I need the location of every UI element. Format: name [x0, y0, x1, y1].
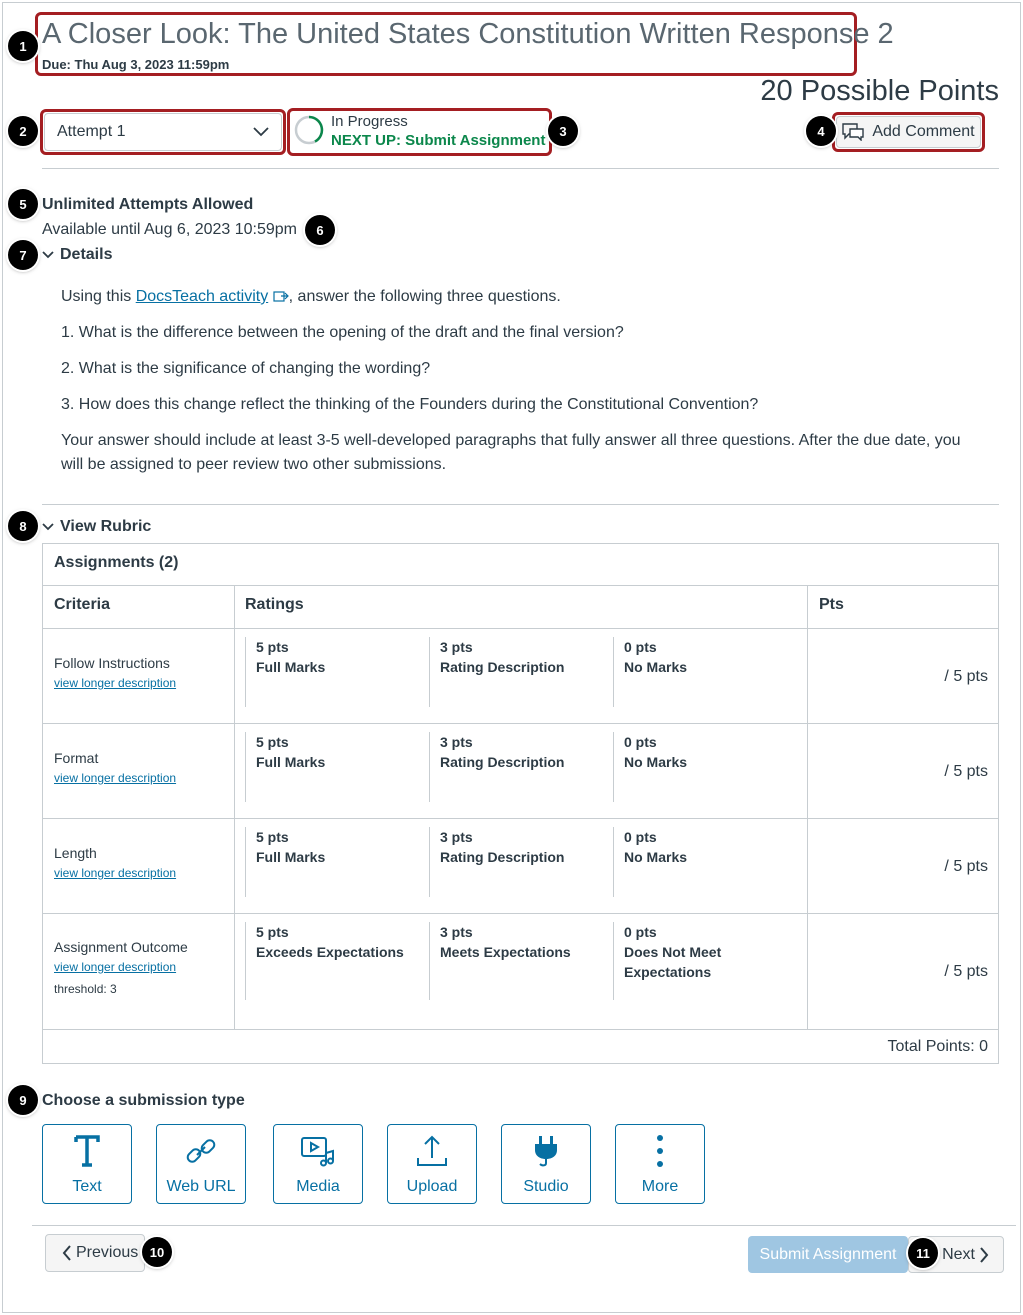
details-label: Details [60, 246, 113, 263]
chevron-right-icon [979, 1247, 989, 1263]
text-icon [74, 1135, 100, 1167]
chevron-down-icon [253, 127, 269, 137]
docsteach-link[interactable]: DocsTeach activity [135, 288, 269, 305]
rating-pts: 5 pts [256, 924, 289, 940]
footer-divider [32, 1225, 1016, 1226]
description-intro [61, 285, 986, 309]
question-1: 1. What is the difference between the opening of the draft and the final version? [61, 324, 624, 341]
rating-cell[interactable] [429, 637, 599, 707]
rating-label: Full Marks [256, 754, 326, 770]
rating-label: No Marks [624, 754, 688, 770]
submission-web-url-button[interactable] [156, 1124, 246, 1204]
rating-pts: 0 pts [624, 734, 657, 750]
ratings-header: Ratings [245, 596, 304, 613]
criterion-score: / 5 pts [944, 763, 988, 780]
rubric-table [42, 543, 999, 1064]
next-up-label: NEXT UP: Submit Assignment [331, 132, 546, 149]
view-rubric-label: View Rubric [60, 518, 152, 535]
rating-label: Rating Description [440, 849, 565, 865]
criterion-format [54, 750, 176, 785]
details-toggle[interactable] [42, 246, 112, 264]
rubric-divider [43, 585, 998, 586]
rating-pts: 5 pts [256, 829, 289, 845]
description-closing: Your answer should include at least 3-5 well-developed paragraphs that fully answer all three questions. After the due date, you will be assigned to peer review two other submissions. [61, 432, 961, 473]
rating-cell[interactable] [245, 637, 415, 707]
criterion-label: Assignment Outcome [54, 939, 188, 955]
criterion-score: / 5 pts [944, 858, 988, 875]
callout-marker: 1 [8, 31, 38, 61]
criterion-label: Format [54, 750, 99, 766]
rating-pts: 3 pts [440, 924, 473, 940]
rubric-col-divider [234, 586, 235, 1029]
criterion-length [54, 845, 176, 880]
submission-upload-button[interactable] [387, 1124, 477, 1204]
rating-label: Full Marks [256, 849, 326, 865]
submission-status [290, 110, 550, 155]
more-vertical-icon [656, 1134, 664, 1168]
due-date: Due: Thu Aug 3, 2023 11:59pm [42, 57, 230, 72]
rating-label: No Marks [624, 659, 688, 675]
rating-cell[interactable] [429, 922, 599, 1000]
criterion-score: / 5 pts [944, 963, 988, 980]
next-label: Next [942, 1245, 975, 1263]
rating-cell[interactable] [245, 922, 415, 1000]
chevron-down-icon [42, 251, 54, 259]
possible-points: 20 Possible Points [760, 75, 999, 107]
page-title: A Closer Look: The United States Constitution Written Response 2 [42, 18, 894, 50]
rating-pts: 5 pts [256, 734, 289, 750]
rating-pts: 3 pts [440, 639, 473, 655]
submit-assignment-button[interactable] [748, 1236, 908, 1273]
rating-cell[interactable] [245, 827, 415, 897]
rating-pts: 3 pts [440, 829, 473, 845]
chevron-down-icon [42, 523, 54, 531]
submission-type-label: More [641, 1178, 679, 1195]
submission-text-button[interactable] [42, 1124, 132, 1204]
criteria-header: Criteria [54, 596, 111, 613]
submission-type-label: Studio [523, 1178, 569, 1195]
question-3: 3. How does this change reflect the thinking of the Founders during the Constitutional Convention? [61, 396, 759, 413]
availability: Available until Aug 6, 2023 10:59pm [42, 221, 298, 238]
upload-icon [415, 1134, 449, 1168]
attempt-select[interactable] [44, 113, 282, 151]
rubric-col-divider [807, 586, 808, 1029]
rubric-divider [43, 723, 998, 724]
callout-marker: 8 [8, 511, 38, 541]
progress-ring-icon [294, 115, 324, 145]
callout-marker: 9 [8, 1085, 38, 1115]
submission-type-label: Text [72, 1178, 102, 1195]
view-rubric-toggle[interactable] [42, 518, 151, 536]
callout-marker: 2 [8, 116, 38, 146]
rating-cell[interactable] [245, 732, 415, 802]
external-link-icon [273, 290, 289, 302]
assignment-description [61, 285, 986, 489]
rating-pts: 3 pts [440, 734, 473, 750]
rating-cell[interactable] [429, 732, 599, 802]
question-2: 2. What is the significance of changing the wording? [61, 360, 431, 377]
status-label: In Progress [331, 113, 408, 130]
add-comment-label: Add Comment [872, 123, 975, 140]
threshold: threshold: 3 [54, 982, 117, 996]
rating-label: No Marks [624, 849, 688, 865]
submission-media-button[interactable] [273, 1124, 363, 1204]
divider [42, 168, 999, 169]
plug-icon [531, 1134, 561, 1168]
submission-type-label: Web URL [166, 1178, 236, 1195]
previous-label: Previous [76, 1244, 139, 1261]
view-longer-description-link[interactable]: view longer description [54, 676, 177, 690]
callout-marker: 10 [142, 1237, 172, 1267]
submission-type-label: Media [296, 1178, 340, 1195]
callout-marker: 4 [806, 116, 836, 146]
rating-cell[interactable] [613, 637, 783, 707]
chevron-left-icon [62, 1245, 72, 1261]
submit-label: Submit Assignment [759, 1245, 897, 1263]
comment-icon [842, 123, 864, 141]
rating-pts: 0 pts [624, 829, 657, 845]
criterion-label: Follow Instructions [54, 655, 170, 671]
callout-marker: 7 [8, 240, 38, 270]
pts-header: Pts [819, 596, 844, 613]
rating-label: Rating Description [440, 754, 565, 770]
view-longer-description-link[interactable]: view longer description [54, 771, 177, 785]
rating-label: Rating Description [440, 659, 565, 675]
total-points: Total Points: 0 [887, 1038, 988, 1055]
rating-label: Full Marks [256, 659, 326, 675]
rating-cell[interactable] [613, 732, 783, 802]
callout-marker: 5 [8, 189, 38, 219]
divider [42, 504, 999, 505]
criterion-score: / 5 pts [944, 668, 988, 685]
rating-cell[interactable] [613, 922, 763, 1000]
callout-marker: 3 [548, 116, 578, 146]
rubric-title: Assignments (2) [54, 554, 179, 571]
previous-button[interactable] [45, 1234, 145, 1272]
rating-label: Exceeds Expectations [256, 944, 404, 960]
rubric-divider [43, 1029, 998, 1030]
attempt-select-value: Attempt 1 [57, 123, 126, 140]
rating-label: Does Not Meet Expectations [624, 944, 722, 980]
rating-label: Meets Expectations [440, 944, 571, 960]
intro-text-after: , answer the following three questions. [288, 288, 561, 305]
rating-cell[interactable] [613, 827, 783, 897]
submission-studio-button[interactable] [501, 1124, 591, 1204]
submission-type-title: Choose a submission type [42, 1092, 245, 1109]
criterion-assignment-outcome [54, 939, 188, 996]
submission-type-label: Upload [406, 1178, 458, 1195]
rubric-divider [43, 913, 998, 914]
view-longer-description-link[interactable]: view longer description [54, 866, 177, 880]
criterion-label: Length [54, 845, 97, 861]
callout-marker: 11 [908, 1238, 938, 1268]
submission-more-button[interactable] [615, 1124, 705, 1204]
rating-pts: 0 pts [624, 639, 657, 655]
intro-text: Using this [61, 288, 136, 305]
attempts-info: Unlimited Attempts Allowed [42, 196, 254, 213]
add-comment-button[interactable] [836, 116, 981, 148]
rubric-divider [43, 818, 998, 819]
rubric-divider [43, 628, 998, 629]
criterion-follow-instructions [54, 655, 176, 690]
media-icon [300, 1135, 336, 1167]
link-icon [184, 1134, 218, 1168]
rating-pts: 5 pts [256, 639, 289, 655]
callout-marker: 6 [305, 215, 335, 245]
view-longer-description-link[interactable]: view longer description [54, 960, 177, 974]
rating-pts: 0 pts [624, 924, 657, 940]
rating-cell[interactable] [429, 827, 599, 897]
